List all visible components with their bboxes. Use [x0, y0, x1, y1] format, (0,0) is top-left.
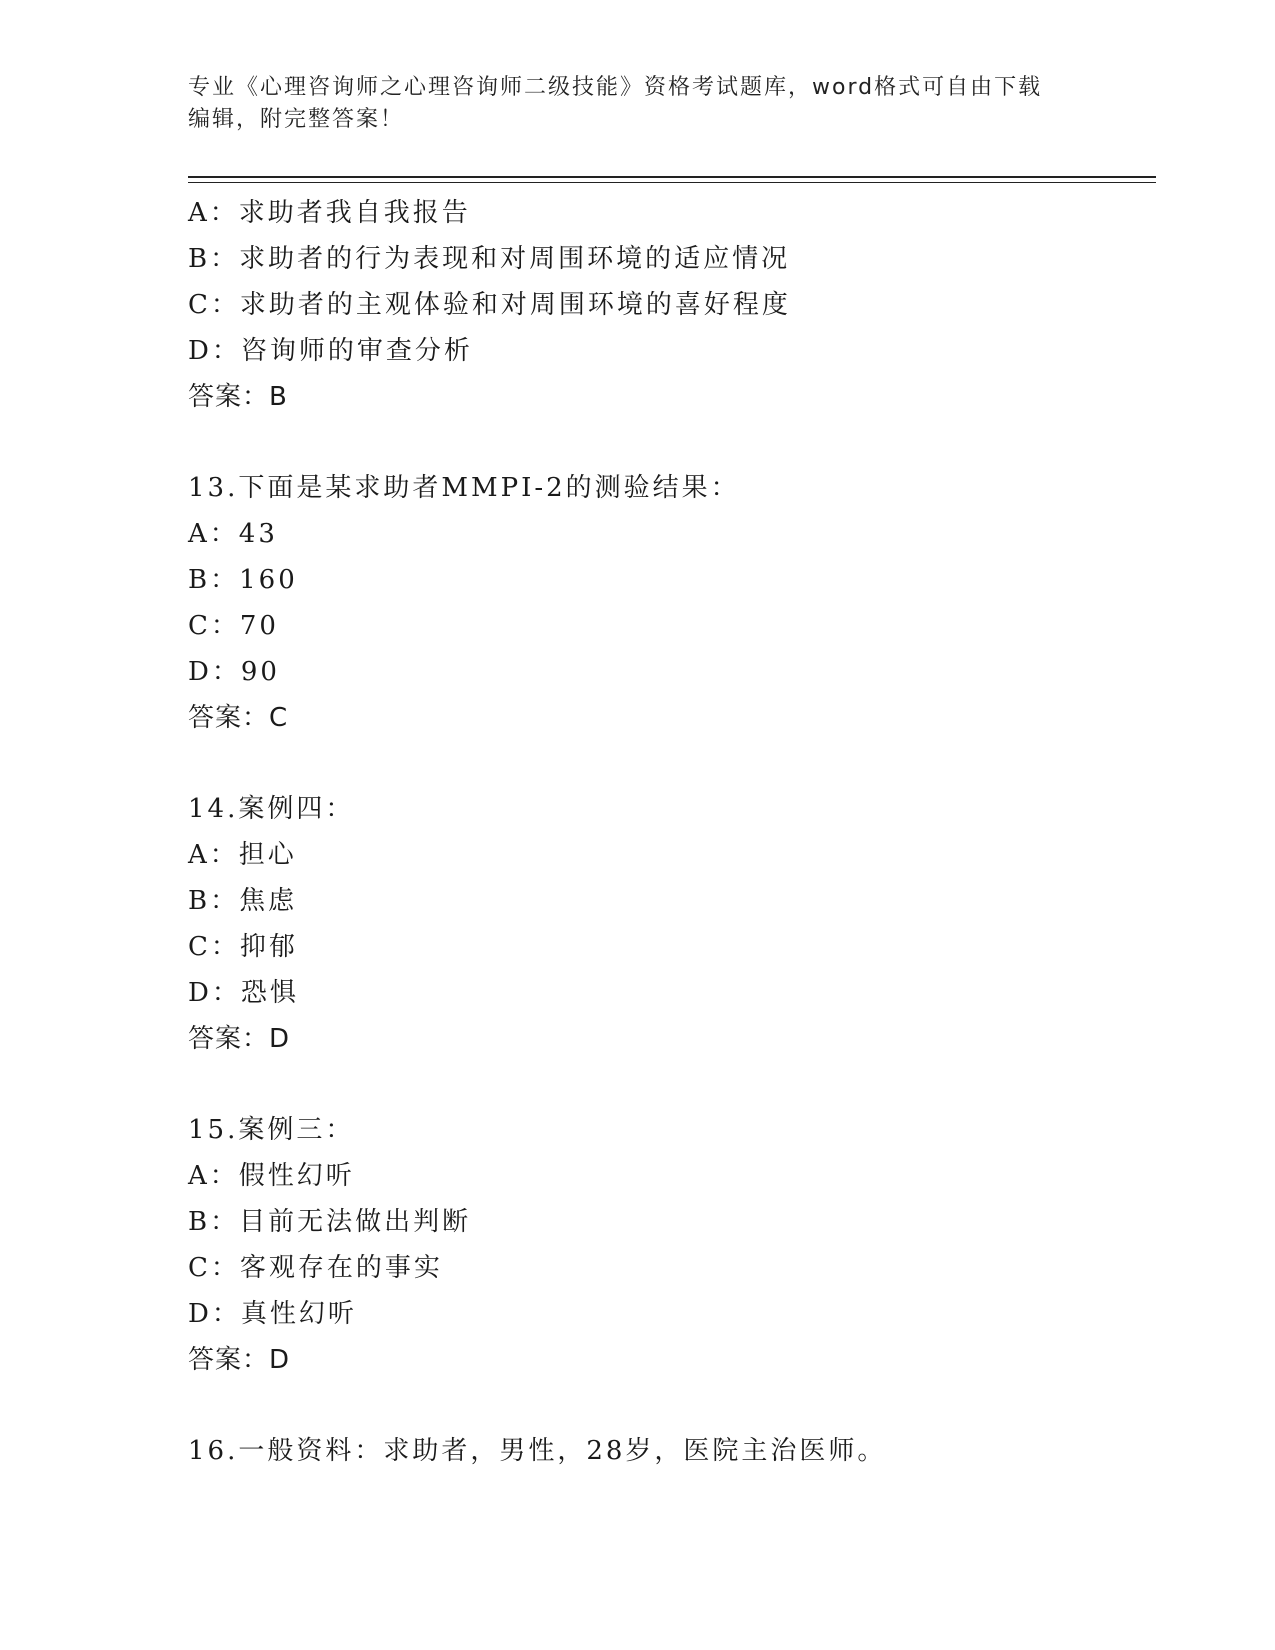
answer-label: 答案：C [188, 703, 289, 733]
question-block [188, 1428, 1156, 1474]
option-b: B：160 [188, 565, 298, 595]
option-d: D：咨询师的审查分析 [188, 336, 473, 366]
answer-label: 答案：D [188, 1024, 291, 1054]
question-block [188, 190, 1156, 420]
question-text: 14.案例四： [188, 794, 355, 824]
option-d: D：真性幻听 [188, 1299, 357, 1329]
question-block [188, 465, 1156, 741]
header-divider-thick [188, 176, 1156, 178]
document-header [188, 72, 1088, 136]
option-c: C：客观存在的事实 [188, 1253, 443, 1283]
question-text: 16.一般资料：求助者，男性，28岁，医院主治医师。 [188, 1436, 887, 1466]
option-c: C：70 [188, 611, 279, 641]
header-line-2: 编辑，附完整答案！ [188, 107, 405, 132]
option-a: A：43 [188, 519, 278, 549]
question-block [188, 1107, 1156, 1383]
option-b: B：焦虑 [188, 886, 298, 916]
option-a: A：求助者我自我报告 [188, 198, 471, 228]
option-d: D：恐惧 [188, 978, 299, 1008]
option-c: C：求助者的主观体验和对周围环境的喜好程度 [188, 290, 791, 320]
option-a: A：担心 [188, 840, 297, 870]
option-b: B：求助者的行为表现和对周围环境的适应情况 [188, 244, 791, 274]
answer-label: 答案：B [188, 382, 288, 412]
header-line-1: 专业《心理咨询师之心理咨询师二级技能》资格考试题库，word格式可自由下载 [188, 75, 1043, 100]
option-d: D：90 [188, 657, 280, 687]
question-block [188, 786, 1156, 1062]
answer-label: 答案：D [188, 1345, 291, 1375]
question-list [188, 190, 1156, 1474]
option-c: C：抑郁 [188, 932, 298, 962]
question-text: 13.下面是某求助者MMPI-2的测验结果： [188, 473, 740, 503]
header-divider-thin [188, 182, 1156, 183]
option-b: B：目前无法做出判断 [188, 1207, 472, 1237]
question-text: 15.案例三： [188, 1115, 355, 1145]
option-a: A：假性幻听 [188, 1161, 355, 1191]
